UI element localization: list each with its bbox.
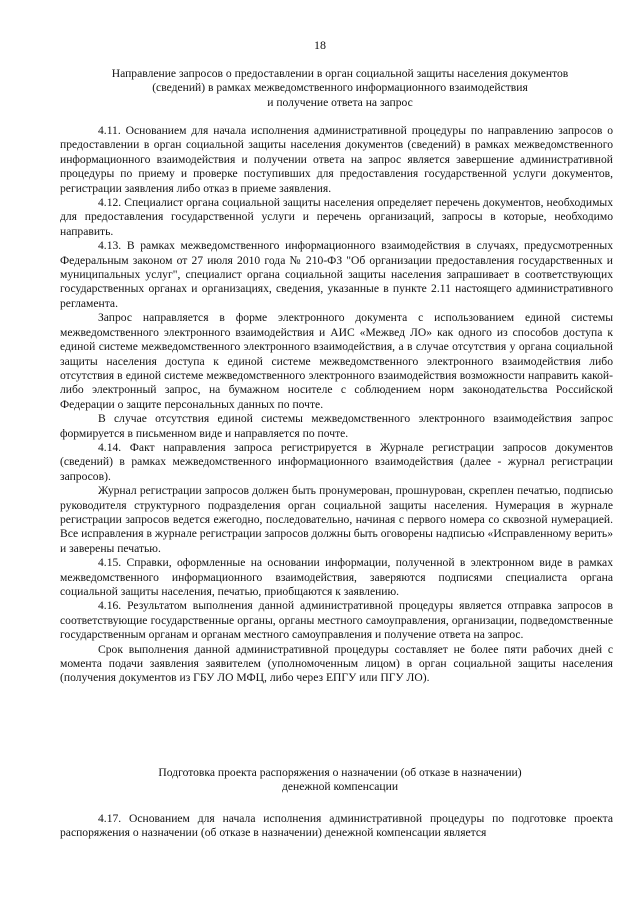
paragraph-4-17: 4.17. Основанием для начала исполнения административной процедуры по подготовке проекта распоряжения о назначении (об отказе в назначении) денежной компенсации является [60,812,613,840]
section-title-line: Направление запросов о предоставлении в орган социальной защиты населения документов [111,67,569,80]
paragraph-no-system: В случае отсутствия единой системы межведомственного электронного взаимодействия запрос формируется в письменном виде и направляется по почте. [60,412,613,440]
page-number: 18 [314,38,326,52]
section-body-order [60,812,613,841]
section-title-requests [60,67,620,110]
paragraph-4-16: 4.16. Результатом выполнения данной административной процедуры является отправка запросов в соответствующие государственные органы, органы местного самоуправления, организации, подведомственные государственным органам и органам местного самоуправления и получение ответа на запрос. [60,599,613,642]
paragraph-journal: Журнал регистрации запросов должен быть пронумерован, прошнурован, скреплен печатью, подписью руководителя структурного подразделения орган социальной защиты населения. Нумерация в журнале регистрации запросов ведется ежегодно, последовательно, начиная с первого номера со сквозной нумерацией. Все исправления в журнале регистрации запросов должны быть оговорены надписью «Исправленному верить» и заверены печатью. [60,484,613,555]
section-body-requests [60,124,613,686]
section-title-line: Подготовка проекта распоряжения о назначении (об отказе в назначении) [158,766,522,779]
paragraph-4-13: 4.13. В рамках межведомственного информационного взаимодействия в случаях, предусмотренных Федеральным законом от 27 июля 2010 года № 210-ФЗ "Об организации предоставления государственных и муниципальных услуг", специалист органа социальной защиты населения запрашивает в соответствующих государственных органах и организациях, сведения, указанные в пункте 2.11 настоящего административного регламента. [60,239,613,310]
paragraph-4-14: 4.14. Факт направления запроса регистрируется в Журнале регистрации запросов документов (сведений) в рамках межведомственного информационного взаимодействия (далее - журнал регистрации запросов). [60,440,613,483]
paragraph-4-11: 4.11. Основанием для начала исполнения административной процедуры по направлению запросов о предоставлении в орган социальной защиты населения документов (сведений) в рамках межведомственного информационного взаимодействия и получении ответа на запрос является завершение административной процедуры по приему и проверке поступивших для предоставления государственной услуги документов, регистрации заявления либо отказ в приеме заявления. [60,124,613,195]
section-title-line: денежной компенсации [281,780,399,794]
paragraph-deadline: Срок выполнения данной административной процедуры составляет не более пяти рабочих дней с момента подачи заявления заявителем (уполномоченным лицом) в орган социальной защиты населения (получения документов из ГБУ ЛО МФЦ, либо через ЕПГУ или ПГУ ЛО). [60,642,613,685]
paragraph-request-form: Запрос направляется в форме электронного документа с использованием единой системы межведомственного электронного взаимодействия и АИС «Межвед ЛО» как одного из способов доступа к единой системе межведомственного электронного взаимодействия, а в случае отсутствия у органа социальной защиты населения доступа к единой системе межведомственного электронного взаимодействия либо отсутствия в единой системе межведомственного электронного взаимодействия возможности направить какой-либо электронный запрос, на бумажном носителе с соблюдением норм законодательства Российской Федерации о защите персональных данных по почте. [60,311,613,411]
section-title-line: (сведений) в рамках межведомственного информационного взаимодействия [152,81,528,95]
paragraph-4-15: 4.15. Справки, оформленные на основании информации, полученной в электронном виде в рамках межведомственного информационного взаимодействия, заверяются подписями специалиста органа социальной защиты населения, печатью, приобщаются к заявлению. [60,556,613,598]
paragraph-4-12: 4.12. Специалист органа социальной защиты населения определяет перечень документов, необходимых для предоставления государственной услуги и перечень организаций, запросы в которые, необходимо направить. [60,196,613,238]
section-title-order [60,766,620,795]
section-title-line: и получение ответа на запрос [267,95,413,109]
